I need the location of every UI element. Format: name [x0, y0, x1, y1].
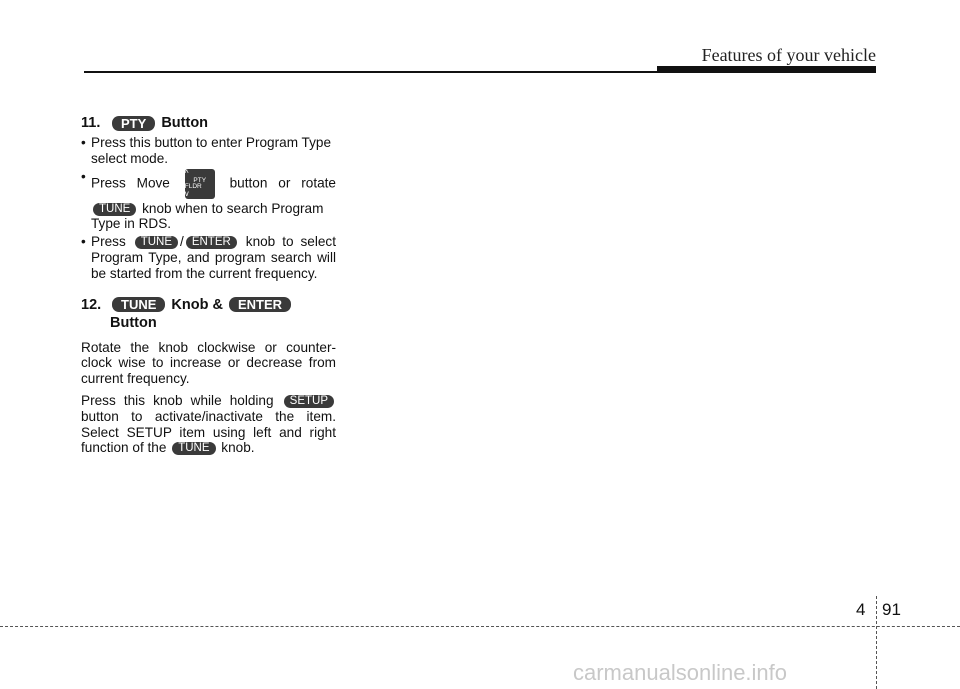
section-title: Button — [161, 115, 209, 131]
footer-rule — [0, 626, 960, 627]
arrow-down-icon: v — [184, 189, 189, 199]
page-number: 91 — [882, 600, 901, 619]
section-12-heading — [81, 296, 336, 332]
list-item — [81, 135, 336, 167]
paragraph — [81, 393, 336, 456]
list-item-text: knob when to search Program Type in RDS. — [91, 200, 324, 232]
enter-button-icon: ENTER — [186, 236, 237, 249]
tune-knob-icon: TUNE — [172, 442, 215, 455]
section-11-list — [81, 135, 336, 282]
list-item-text: Press this button to enter Program Type select mode. — [91, 135, 332, 166]
tune-knob-icon: TUNE — [135, 236, 178, 249]
tune-knob-icon: TUNE — [112, 297, 165, 312]
section-title: Knob & — [171, 296, 223, 313]
section-11-heading — [81, 114, 336, 132]
paragraph-text: button to activate/inactivate the item. Select SETUP item using left and right function of the — [81, 408, 336, 456]
main-content — [81, 114, 336, 456]
list-item-text: button or rotate — [229, 175, 336, 191]
tune-knob-icon: TUNE — [93, 203, 136, 216]
list-item-text: Press — [91, 234, 126, 250]
footer-divider — [876, 596, 877, 689]
section-number: 11. — [81, 115, 101, 131]
list-item — [81, 234, 336, 281]
list-item-text: Press Move — [91, 175, 170, 191]
section-title: Button — [110, 314, 157, 331]
header-title: Features of your vehicle — [701, 45, 876, 65]
watermark: carmanualsonline.info — [573, 660, 788, 685]
paragraph-text: knob. — [221, 440, 255, 456]
section-number: 12. — [81, 296, 102, 313]
pty-button-icon: PTY — [112, 116, 155, 131]
list-item-text: knob to select — [245, 234, 337, 250]
knob-label: PTY FLDR — [184, 176, 207, 191]
pty-fldr-knob-icon — [185, 169, 215, 199]
setup-button-icon: SETUP — [284, 395, 334, 408]
enter-button-icon: ENTER — [229, 297, 291, 312]
list-item-text: Program Type, and program search will be started from the current frequency. — [91, 249, 336, 281]
separator: / — [180, 234, 184, 250]
paragraph-text: Press this knob while holding — [81, 392, 274, 408]
paragraph: Rotate the knob clockwise or counter-clock wise to increase or decrease from current frequency. — [81, 339, 336, 387]
chapter-number: 4 — [856, 600, 866, 619]
header-rule-thick — [657, 66, 876, 73]
header-rule — [84, 71, 660, 73]
list-item — [81, 169, 336, 233]
arrow-up-icon: ^ — [184, 168, 189, 178]
